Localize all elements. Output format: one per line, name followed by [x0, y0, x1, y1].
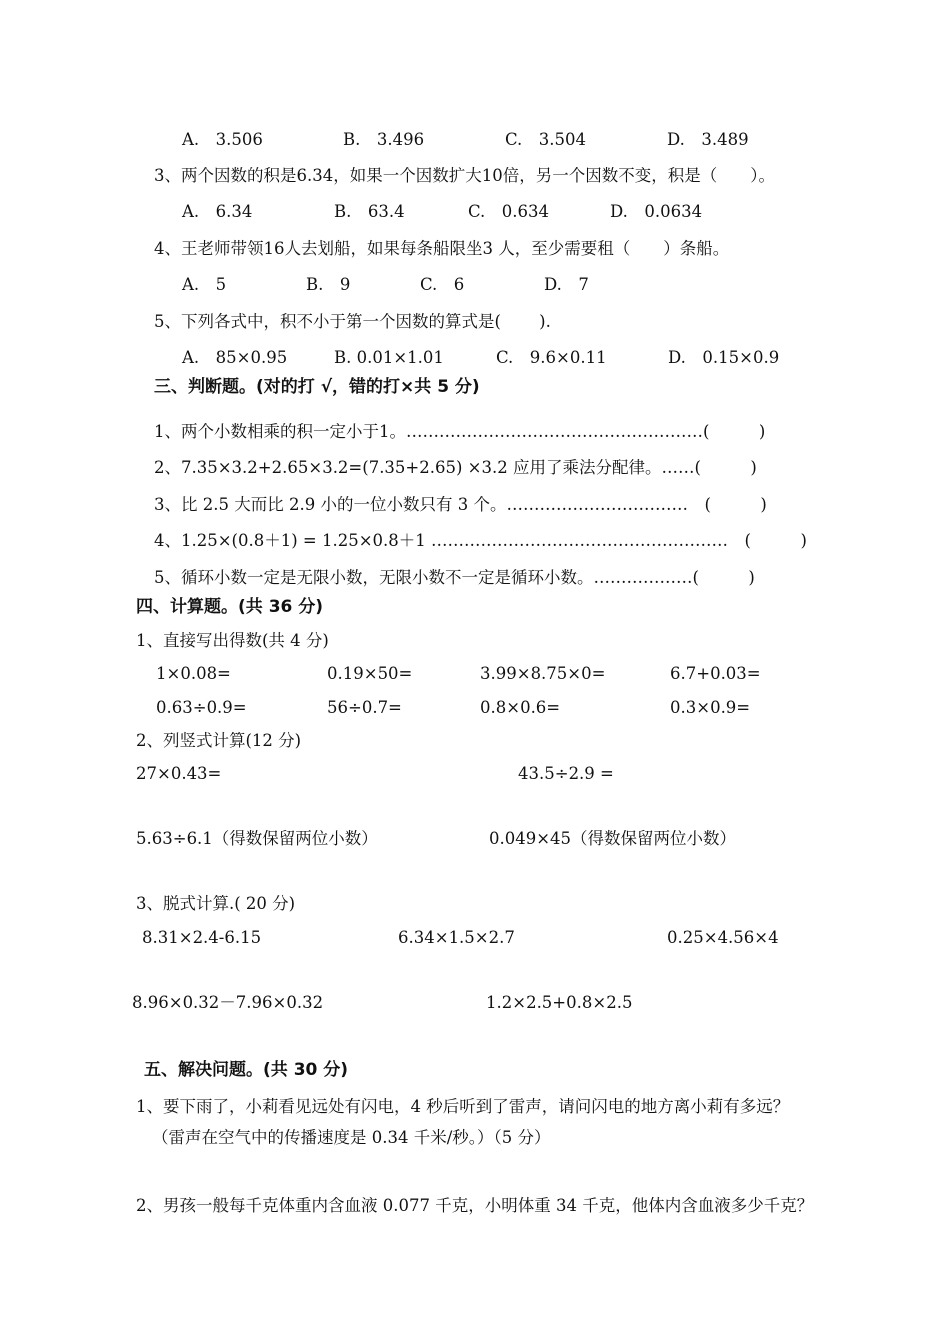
vertical-1: 27×0.43=	[136, 764, 222, 783]
step-3: 0.25×4.56×4	[667, 928, 779, 947]
calc-sub-1: 1、直接写出得数(共 4 分)	[136, 631, 329, 650]
q4-option-a: A. 5	[182, 275, 227, 294]
q3-option-b: B. 63.4	[334, 202, 405, 221]
vertical-2: 43.5÷2.9 =	[518, 764, 614, 783]
q4-option-b: B. 9	[306, 275, 351, 294]
step-2: 6.34×1.5×2.7	[398, 928, 515, 947]
problem-1-line-2: （雷声在空气中的传播速度是 0.34 千米/秒。）（5 分）	[152, 1128, 551, 1147]
judge-item-1	[154, 421, 765, 443]
judge-item-5	[154, 567, 755, 589]
judge-item-5-paren[interactable]: ( )	[692, 568, 755, 587]
step-5: 1.2×2.5+0.8×2.5	[486, 993, 633, 1012]
mental-2-3: 0.8×0.6=	[480, 698, 561, 717]
mental-1-1: 1×0.08=	[156, 664, 231, 683]
judge-item-2	[154, 457, 757, 479]
q5-question: 5、下列各式中，积不小于第一个因数的算式是( ).	[154, 312, 551, 331]
calc-sub-2: 2、列竖式计算(12 分)	[136, 731, 302, 750]
step-1: 8.31×2.4-6.15	[142, 928, 262, 947]
section-5-heading: 五、解决问题。(共 30 分)	[144, 1060, 349, 1080]
section-4-heading: 四、计算题。(共 36 分)	[136, 597, 324, 617]
judge-item-4-paren[interactable]: ( )	[744, 531, 807, 550]
q4-option-c: C. 6	[420, 275, 465, 294]
step-4: 8.96×0.32－7.96×0.32	[132, 993, 324, 1012]
calc-sub-3: 3、脱式计算.( 20 分)	[136, 894, 296, 913]
q4-question: 4、王老师带领16人去划船，如果每条船限坐3 人，至少需要租（ ）条船。	[154, 239, 730, 258]
judge-item-3	[154, 494, 767, 516]
mental-1-2: 0.19×50=	[327, 664, 413, 683]
q2-option-d: D. 3.489	[667, 130, 749, 149]
judge-item-4-text: 4、1.25×(0.8＋1) = 1.25×0.8＋1 ………………………………………………	[154, 531, 729, 550]
q2-option-c: C. 3.504	[505, 130, 587, 149]
problem-2: 2、男孩一般每千克体重内含血液 0.077 千克，小明体重 34 千克，他体内含血液多少千克？	[136, 1196, 814, 1215]
judge-item-1-text: 1、两个小数相乘的积一定小于1。………………………………………………	[154, 422, 703, 441]
q3-option-d: D. 0.0634	[610, 202, 703, 221]
q2-option-a: A. 3.506	[182, 130, 263, 149]
judge-item-1-paren[interactable]: ( )	[703, 422, 766, 441]
judge-item-3-paren[interactable]: ( )	[704, 495, 767, 514]
q2-option-b: B. 3.496	[343, 130, 425, 149]
mental-2-1: 0.63÷0.9=	[156, 698, 247, 717]
judge-item-4	[154, 530, 807, 552]
problem-1-line-1: 1、要下雨了，小莉看见远处有闪电，4 秒后听到了雷声，请问闪电的地方离小莉有多远？	[136, 1097, 790, 1116]
q5-option-a: A. 85×0.95	[182, 348, 288, 367]
q3-question: 3、两个因数的积是6.34，如果一个因数扩大10倍，另一个因数不变，积是（ ）。	[154, 166, 775, 185]
judge-item-5-text: 5、循环小数一定是无限小数，无限小数不一定是循环小数。………………	[154, 568, 693, 587]
vertical-3: 5.63÷6.1（得数保留两位小数）	[136, 829, 378, 848]
mental-2-4: 0.3×0.9=	[670, 698, 751, 717]
judge-item-3-text: 3、比 2.5 大而比 2.9 小的一位小数只有 3 个。……………………………	[154, 495, 688, 514]
vertical-4: 0.049×45（得数保留两位小数）	[489, 829, 737, 848]
q3-option-a: A. 6.34	[182, 202, 253, 221]
section-3-heading: 三、判断题。(对的打 √，错的打×共 5 分)	[154, 377, 480, 397]
mental-1-3: 3.99×8.75×0=	[480, 664, 606, 683]
q4-option-d: D. 7	[544, 275, 589, 294]
judge-item-2-paren[interactable]: ( )	[694, 458, 757, 477]
q5-option-d: D. 0.15×0.9	[668, 348, 780, 367]
q5-option-c: C. 9.6×0.11	[496, 348, 607, 367]
q5-option-b: B. 0.01×1.01	[334, 348, 444, 367]
mental-2-2: 56÷0.7=	[327, 698, 402, 717]
q3-option-c: C. 0.634	[468, 202, 550, 221]
judge-item-2-text: 2、7.35×3.2+2.65×3.2=(7.35+2.65) ×3.2 应用了乘法分配律。……	[154, 458, 695, 477]
mental-1-4: 6.7+0.03=	[670, 664, 761, 683]
